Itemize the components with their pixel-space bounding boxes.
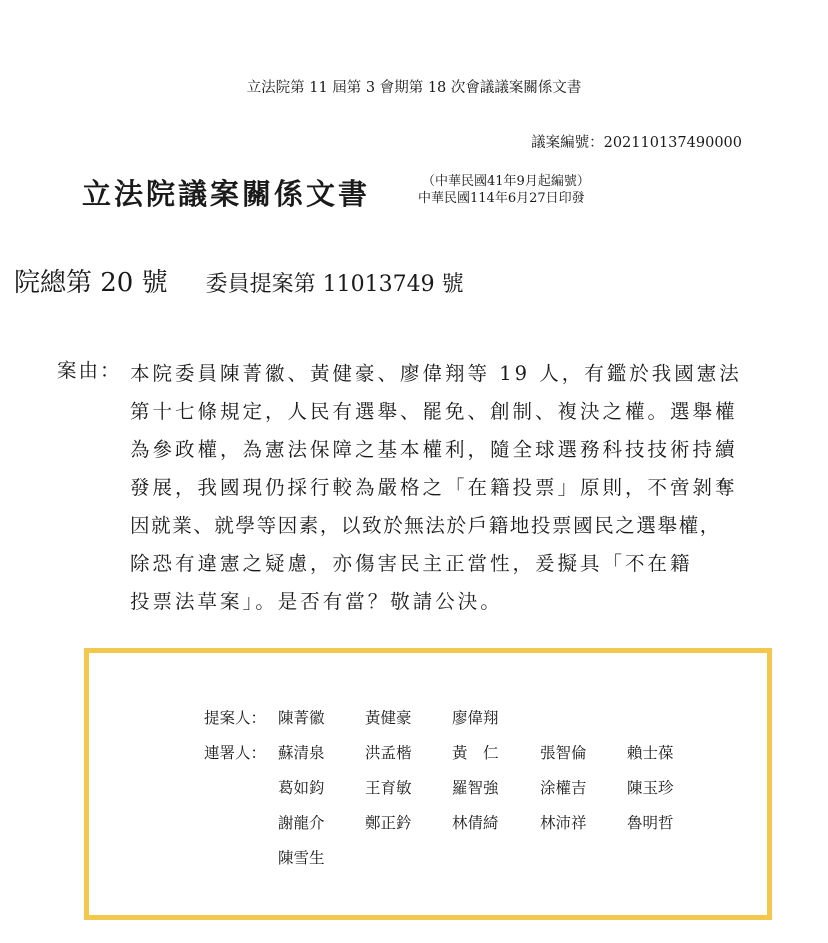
cosigner-name: 蘇清泉 xyxy=(278,744,325,762)
cosigner-name: 葛如鈞 xyxy=(278,779,325,797)
proposal-number: 委員提案第 11013749 號 xyxy=(205,272,464,297)
case-line: 第十七條規定，人民有選舉、罷免、創制、複決之權。選舉權 xyxy=(130,400,738,423)
document-title: 立法院議案關係文書 xyxy=(82,177,371,211)
case-label: 案由： xyxy=(57,359,122,382)
cosigner-name: 鄭正鈐 xyxy=(365,814,412,832)
case-line: 本院委員陳菁徽、黃健豪、廖偉翔等 19 人，有鑑於我國憲法 xyxy=(130,362,742,385)
case-line: 為參政權，為憲法保障之基本權利，隨全球選務科技技術持續 xyxy=(130,438,738,461)
cosigner-name: 陳玉珍 xyxy=(627,779,674,797)
cosigner-name: 賴士葆 xyxy=(627,744,674,762)
proposers-label: 提案人： xyxy=(204,709,267,727)
cosigner-name: 魯明哲 xyxy=(627,814,674,832)
cosigner-name: 林沛祥 xyxy=(540,814,587,832)
cosigner-name: 黃 仁 xyxy=(452,744,499,762)
cosigner-name: 洪孟楷 xyxy=(365,744,412,762)
proposer-name: 廖偉翔 xyxy=(452,709,499,727)
case-line: 投票法草案」。是否有當？敬請公決。 xyxy=(130,590,503,613)
print-date-note: 中華民國114年6月27日印發 xyxy=(418,191,585,206)
cosigner-name: 陳雪生 xyxy=(278,849,325,867)
cosigner-name: 林倩綺 xyxy=(452,814,499,832)
case-line: 除恐有違憲之疑慮，亦傷害民主正當性，爰擬具「不在籍 xyxy=(130,552,693,575)
yuan-number: 院總第 20 號 xyxy=(14,268,168,298)
cosigner-name: 謝龍介 xyxy=(278,814,325,832)
cosigners-label: 連署人： xyxy=(204,744,267,762)
cosigner-name: 羅智強 xyxy=(452,779,499,797)
case-line: 因就業、就學等因素，以致於無法於戶籍地投票國民之選舉權， xyxy=(130,514,721,537)
cosigner-name: 王育敏 xyxy=(365,779,412,797)
bill-number: 議案編號：202110137490000 xyxy=(531,135,742,151)
header-line: 立法院第 11 屆第 3 會期第 18 次會議議案關係文書 xyxy=(246,80,582,96)
cosigner-name: 涂權吉 xyxy=(540,779,587,797)
case-line: 發展，我國現仍採行較為嚴格之「在籍投票」原則，不啻剝奪 xyxy=(130,476,738,499)
cosigner-name: 張智倫 xyxy=(540,744,587,762)
proposer-name: 黃健豪 xyxy=(365,709,412,727)
numbering-note: （中華民國41年9月起編號） xyxy=(422,174,590,189)
proposer-name: 陳菁徽 xyxy=(278,709,325,727)
